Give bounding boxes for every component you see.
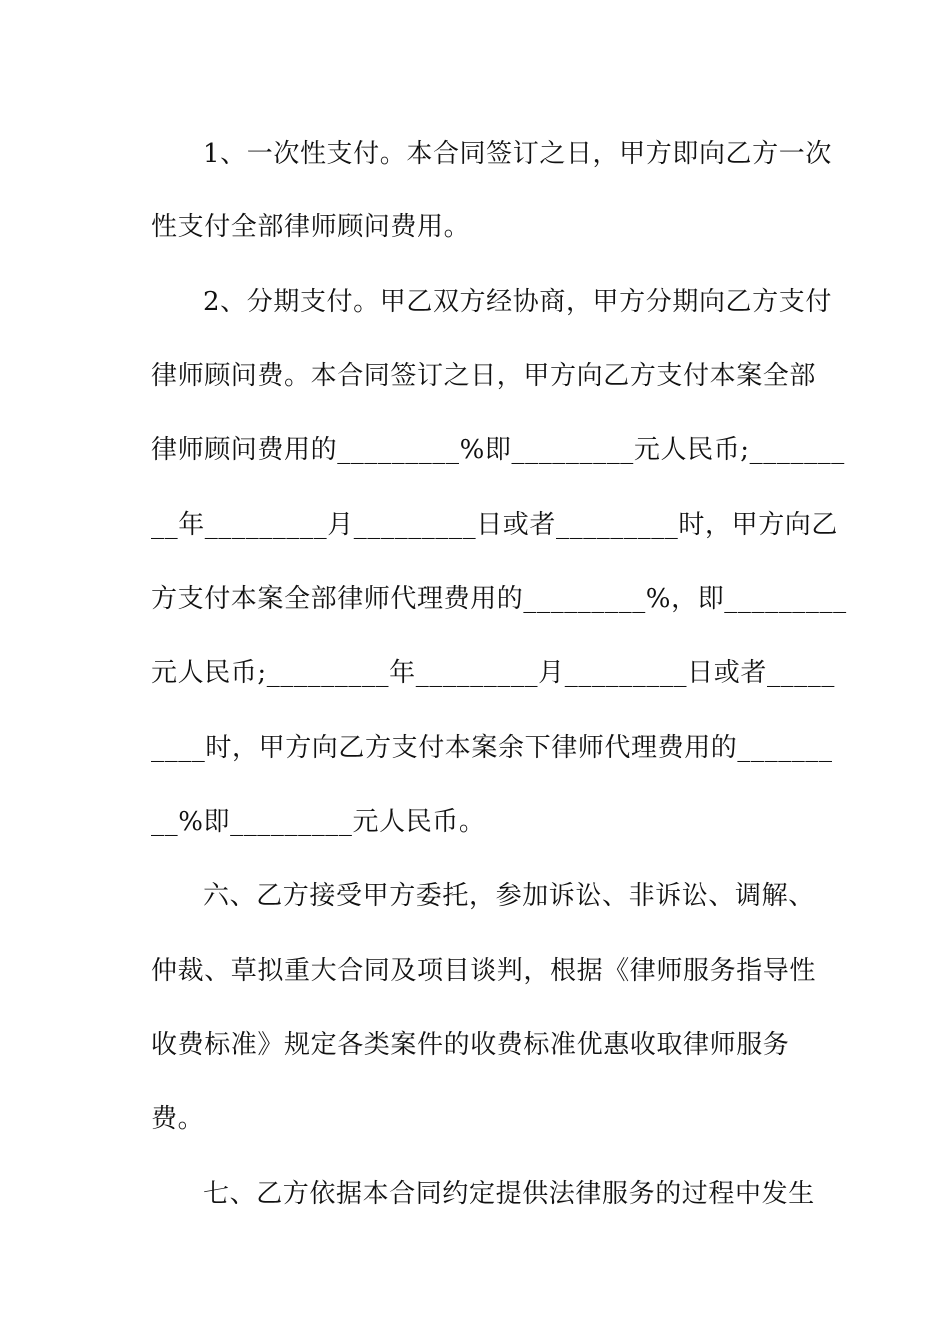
paragraph-6-line-1: 六、乙方接受甲方委托，参加诉讼、非诉讼、调解、 [203,881,815,911]
paragraph-2-line-1: 2、分期支付。甲乙双方经协商，甲方分期向乙方支付 [203,287,832,317]
paragraph-2-line-5: 方支付本案全部律师代理费用的_________%，即_________ [151,584,847,614]
paragraph-1-line-1: 1、一次性支付。本合同签订之日，甲方即向乙方一次 [203,139,832,169]
paragraph-1-line-2: 性支付全部律师顾问费用。 [151,212,471,242]
paragraph-6-line-4: 费。 [151,1104,205,1134]
paragraph-6-line-2: 仲裁、草拟重大合同及项目谈判，根据《律师服务指导性 [151,956,817,986]
paragraph-2-line-3: 律师顾问费用的_________%即_________元人民币;_______ [151,435,845,465]
paragraph-2-line-7: ____时，甲方向乙方支付本案余下律师代理费用的_______ [151,733,833,763]
paragraph-2-line-8: __%即_________元人民币。 [151,807,486,837]
paragraph-2-line-4: __年_________月_________日或者_________时，甲方向乙 [151,510,838,540]
paragraph-6-line-3: 收费标准》规定各类案件的收费标准优惠收取律师服务 [151,1030,790,1060]
paragraph-7-line-1: 七、乙方依据本合同约定提供法律服务的过程中发生 [203,1179,815,1209]
paragraph-2-line-6: 元人民币;_________年_________月_________日或者_____ [151,658,835,688]
paragraph-2-line-2: 律师顾问费。本合同签订之日，甲方向乙方支付本案全部 [151,361,817,391]
